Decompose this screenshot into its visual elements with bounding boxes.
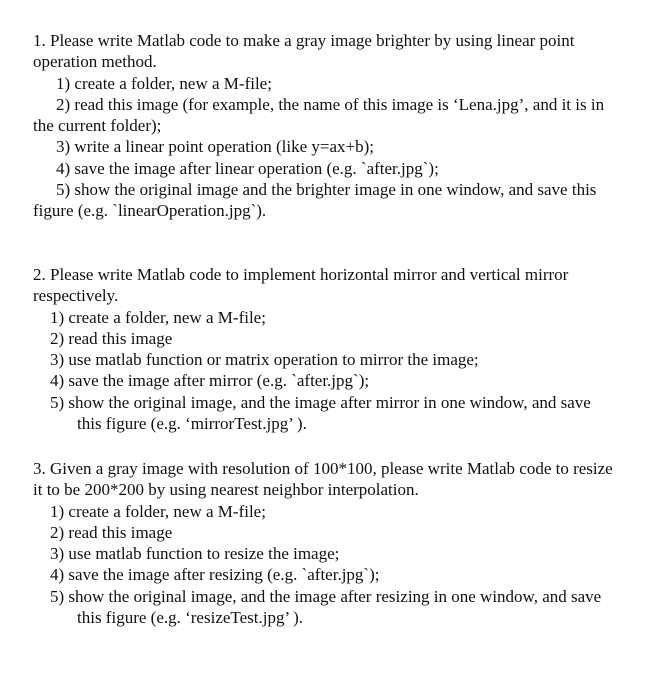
question-2-step-4: 4) save the image after mirror (e.g. `after.jpg`); — [50, 371, 370, 391]
question-3-step-2: 2) read this image — [50, 522, 173, 542]
question-3 — [33, 458, 618, 628]
question-1-steps — [33, 73, 618, 222]
question-2-prompt: 2. Please write Matlab code to implement horizontal mirror and vertical mirror respectively. — [33, 265, 569, 306]
question-1 — [33, 30, 618, 222]
question-3-step-1: 1) create a folder, new a M-file; — [50, 501, 266, 521]
question-1-step-2: 2) read this image (for example, the name of this image is ‘Lena.jpg’, and it is in the current folder); — [33, 94, 605, 136]
question-3-steps — [33, 501, 618, 629]
question-2-steps — [33, 307, 618, 435]
question-1-step-5: 5) show the original image and the brighter image in one window, and save this figure (e.g. `linearOperation.jpg`). — [33, 180, 597, 221]
question-2-step-2: 2) read this image — [50, 328, 173, 348]
question-3-step-3: 3) use matlab function to resize the image; — [50, 544, 340, 564]
question-3-prompt: 3. Given a gray image with resolution of 100*100, please write Matlab code to resize it to be 200*200 by using nearest neighbor interpolation. — [33, 459, 613, 500]
question-2-step-1: 1) create a folder, new a M-file; — [50, 307, 266, 327]
question-3-step-4: 4) save the image after resizing (e.g. `after.jpg`); — [50, 565, 380, 585]
question-3-step-5: 5) show the original image, and the image after resizing in one window, and save this figure (e.g. ‘resizeTest.jpg’ ). — [50, 586, 602, 628]
question-1-prompt: 1. Please write Matlab code to make a gray image brighter by using linear point operation method. — [33, 31, 575, 72]
question-2 — [33, 264, 618, 434]
question-2-step-3: 3) use matlab function or matrix operation to mirror the image; — [50, 350, 479, 370]
question-1-step-3: 3) write a linear point operation (like y=ax+b); — [56, 137, 374, 157]
question-1-step-4: 4) save the image after linear operation (e.g. `after.jpg`); — [56, 158, 439, 178]
question-2-step-5: 5) show the original image, and the image after mirror in one window, and save this figure (e.g. ‘mirrorTest.jpg’ ). — [50, 392, 591, 434]
question-1-step-1: 1) create a folder, new a M-file; — [56, 73, 272, 93]
